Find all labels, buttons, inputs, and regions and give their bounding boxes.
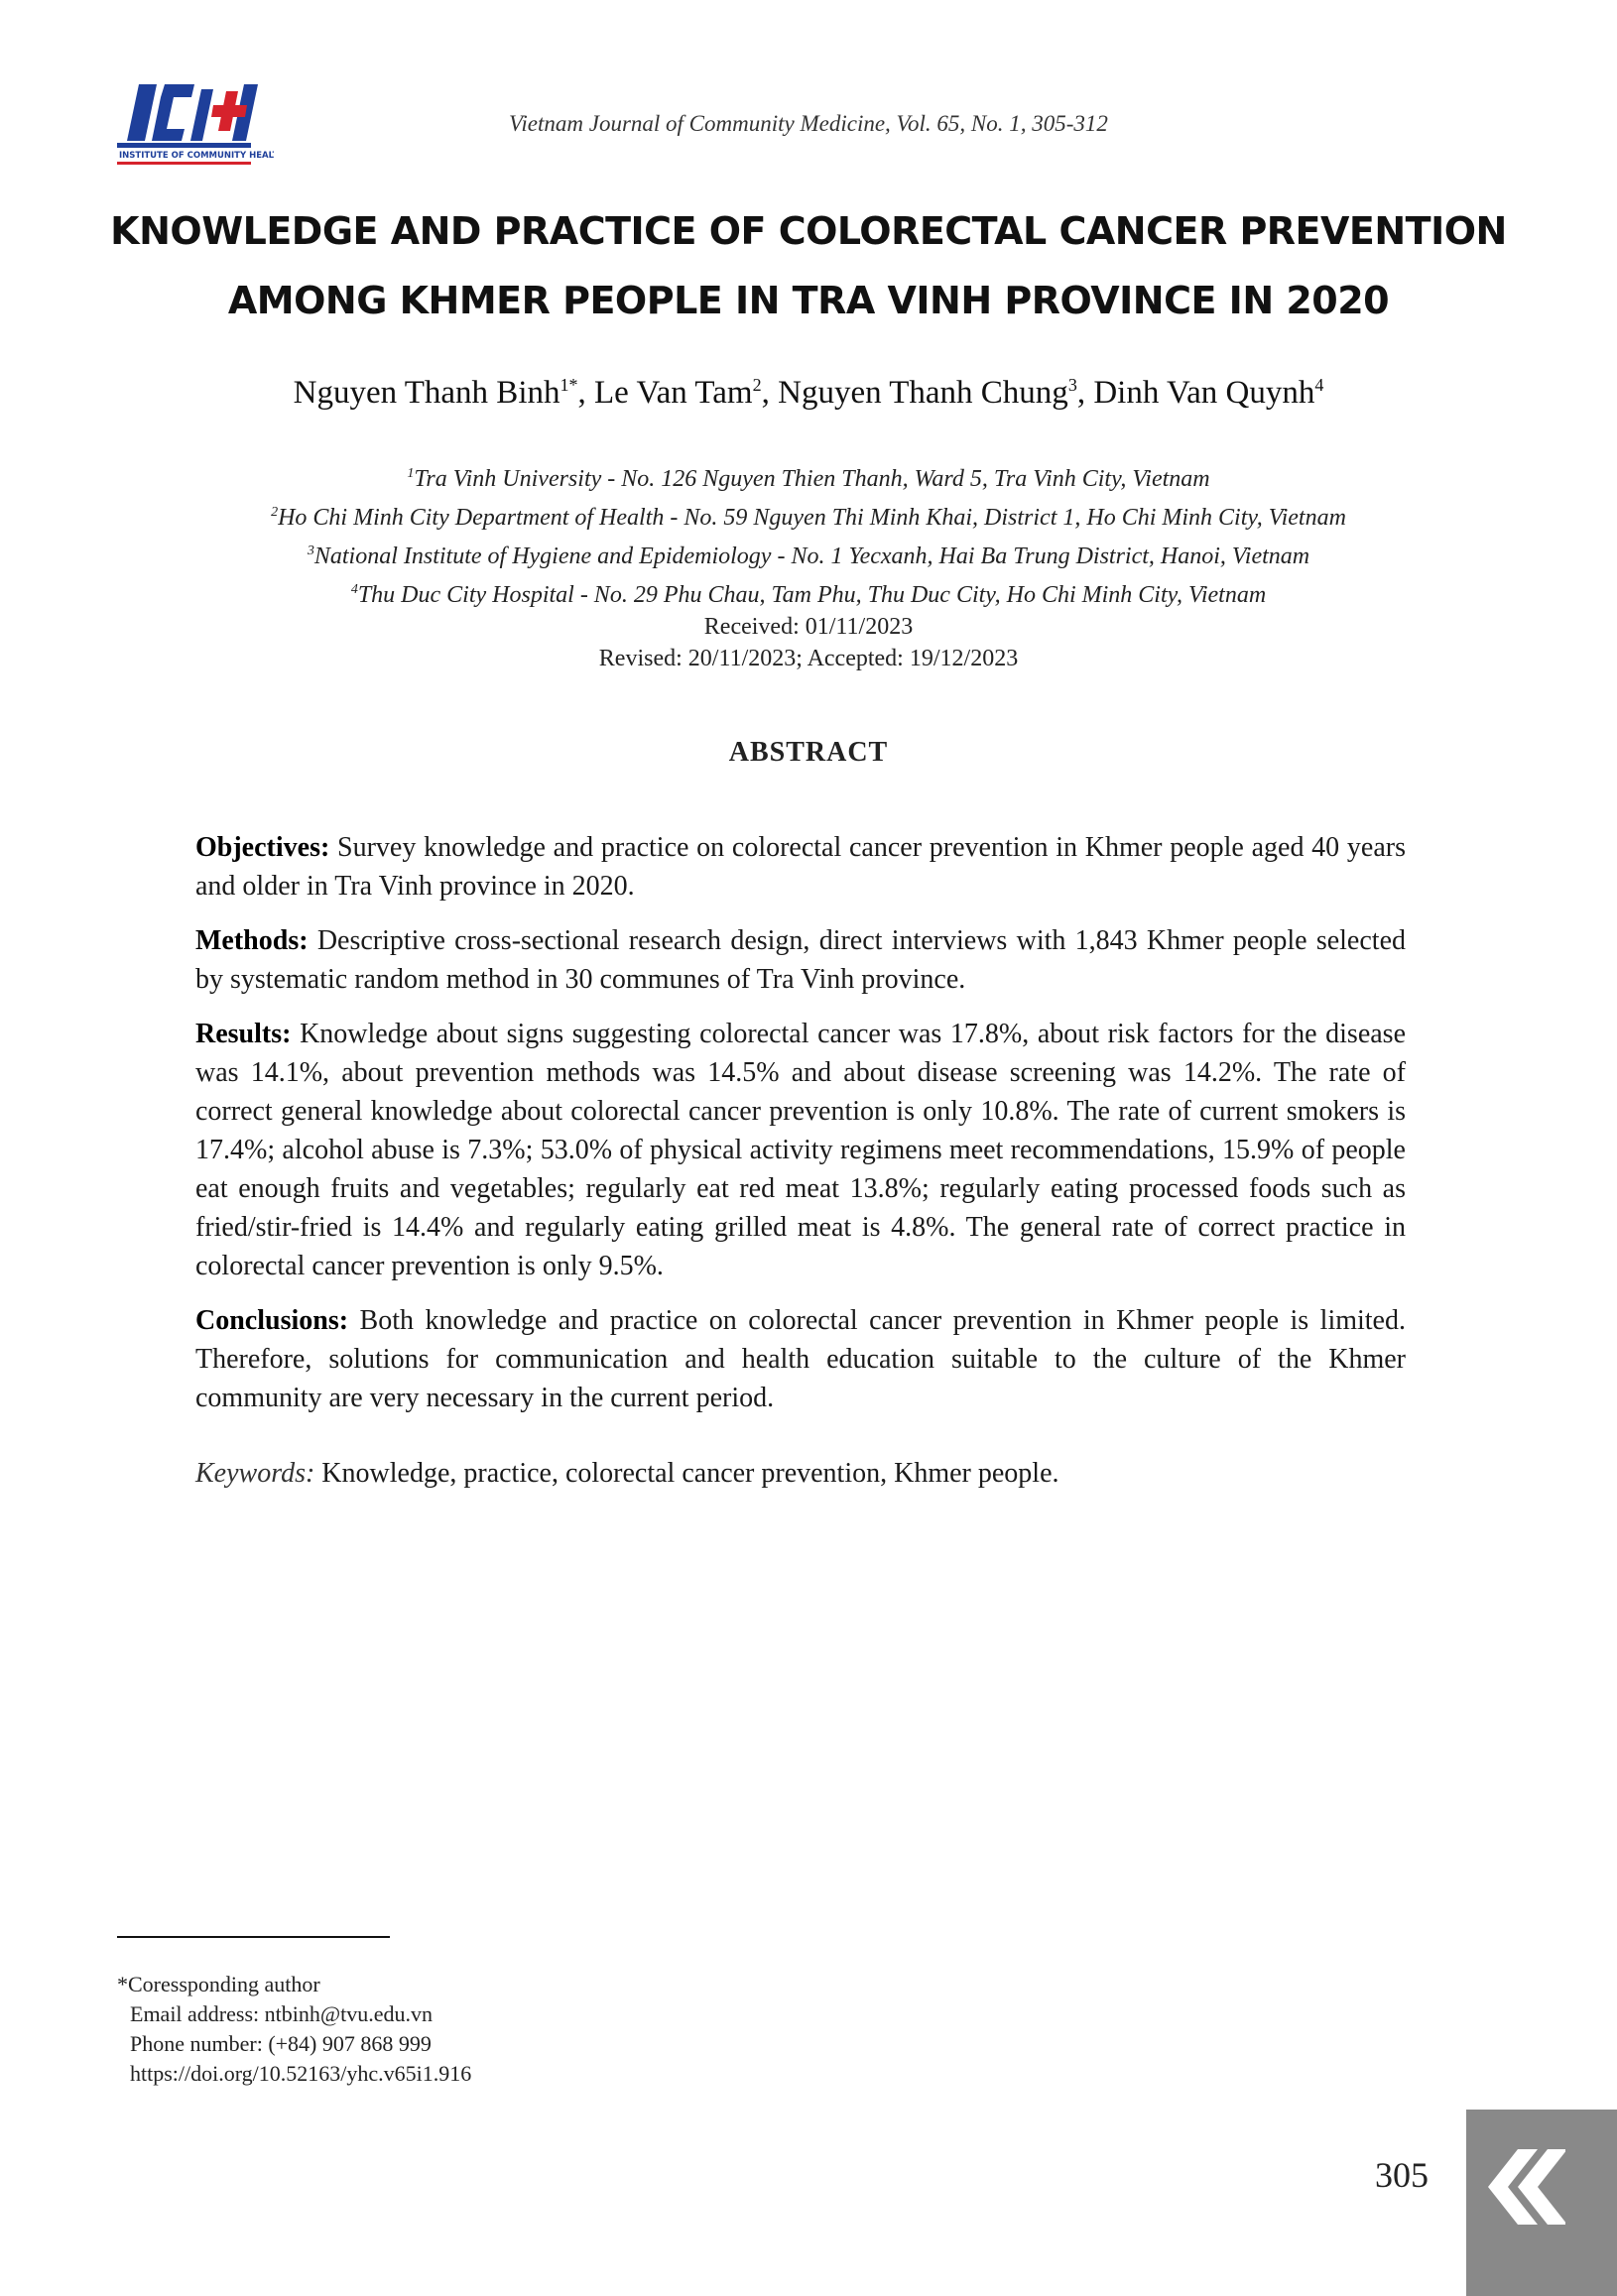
double-chevron-left-icon [1466,2137,1565,2236]
page-nav-tab[interactable] [1466,2110,1617,2296]
abstract-results [195,1015,1406,1285]
author-list: Nguyen Thanh Binh$^{1*}$, Le Van Tam$^2$, Nguyen Thanh Chung$^3$, Dinh Van Quynh$^4$ [293,375,1324,411]
section-text: Descriptive cross-sectional research design, direct interviews with 1,843 Khmer people selected by systematic random method in 30 communes of Tra Vinh province. [195,925,1406,995]
page-number: 305 [1375,2155,1429,2195]
section-text: Both knowledge and practice on colorectal cancer prevention in Khmer people is limited. Therefore, solutions for communication and health education suitable to the culture of the Khmer community are very necessary in the current period. [195,1305,1406,1413]
abstract-objectives [195,828,1406,906]
affiliation-list [99,457,1518,612]
abstract-conclusions [195,1301,1406,1417]
section-text: Knowledge about signs suggesting colorectal cancer was 17.8%, about risk factors for the disease was 14.1%, about prevention methods was 14.5% and about disease screening was 14.2%. The rate of correct general knowledge about colorectal cancer prevention is only 10.8%. The rate of current smokers is 17.4%; alcohol abuse is 7.3%; 53.0% of physical activity regimens meet recommendations, 15.9% of people eat enough fruits and vegetables; regularly eat red meat 13.8%; regularly eating processed foods such as fried/stir-fried is 14.4% and regularly eating grilled meat is 4.8%. The general rate of correct practice in colorectal cancer prevention is only 9.5%. [195,1019,1406,1281]
author-name: Nguyen Thanh Chung [778,375,1068,411]
section-label: Conclusions: [195,1305,349,1336]
email-address[interactable]: Email address: ntbinh@tvu.edu.vn [130,2001,433,2026]
abstract-methods [195,921,1406,999]
affiliation-item [99,535,1518,573]
keywords-text: Knowledge, practice, colorectal cancer prevention, Khmer people. [314,1458,1059,1489]
corresponding-author-note: *Coressponding author [117,1972,320,1996]
title-line-1: KNOWLEDGE AND PRACTICE OF COLORECTAL CANCER PREVENTION [110,209,1507,253]
logo-text: INSTITUTE OF COMMUNITY HEALTH [119,151,274,161]
footnote [117,1970,471,2089]
title-line-2: AMONG KHMER PEOPLE IN TRA VINH PROVINCE IN 2020 [227,279,1390,322]
abstract-body [195,828,1406,1433]
affiliation-number: 3 [307,544,314,558]
affiliation-text: Ho Chi Minh City Department of Health - No. 59 Nguyen Thi Minh Khai, District 1, Ho Chi Minh City, Vietnam [278,505,1346,531]
author-affil-mark: 1* [560,375,578,395]
affiliation-number: 4 [350,582,358,597]
author-affil-mark: 2 [752,375,762,395]
affiliation-item [99,496,1518,535]
keywords-label: Keywords: [195,1458,315,1489]
affiliation-number: 2 [271,505,279,520]
section-label: Results: [195,1019,292,1049]
affiliation-item [99,573,1518,612]
affiliation-text: National Institute of Hygiene and Epidemiology - No. 1 Yecxanh, Hai Ba Trung District, Hanoi, Vietnam [313,544,1310,569]
phone-number: Phone number: (+84) 907 868 999 [130,2031,432,2056]
author-affil-mark: 4 [1314,375,1324,395]
affiliation-text: Tra Vinh University - No. 126 Nguyen Thien Thanh, Ward 5, Tra Vinh City, Vietnam [414,466,1210,492]
article-title [99,196,1518,335]
journal-logo [117,79,274,169]
footnote-divider [117,1936,390,1938]
section-text: Survey knowledge and practice on colorectal cancer prevention in Khmer people aged 40 years and older in Tra Vinh province in 2020. [195,832,1406,902]
author-name: Le Van Tam [594,375,753,411]
abstract-heading: ABSTRACT [728,737,889,768]
section-label: Methods: [195,925,309,956]
affiliation-text: Thu Duc City Hospital - No. 29 Phu Chau, Tam Phu, Thu Duc City, Ho Chi Minh City, Vietnam [357,582,1267,608]
author-name: Dinh Van Quynh [1093,375,1315,411]
affiliation-number: 1 [407,466,415,481]
article-dates [99,611,1518,674]
journal-citation: Vietnam Journal of Community Medicine, Vol. 65, No. 1, 305-312 [509,111,1108,136]
section-label: Objectives: [195,832,330,863]
received-date: Received: 01/11/2023 [703,614,914,640]
revised-accepted-date: Revised: 20/11/2023; Accepted: 19/12/2023 [598,646,1019,671]
author-affil-mark: 3 [1067,375,1077,395]
doi-link[interactable]: https://doi.org/10.52163/yhc.v65i1.916 [130,2061,472,2086]
keywords [195,1454,1406,1493]
affiliation-item [99,457,1518,496]
author-name: Nguyen Thanh Binh [293,375,560,411]
